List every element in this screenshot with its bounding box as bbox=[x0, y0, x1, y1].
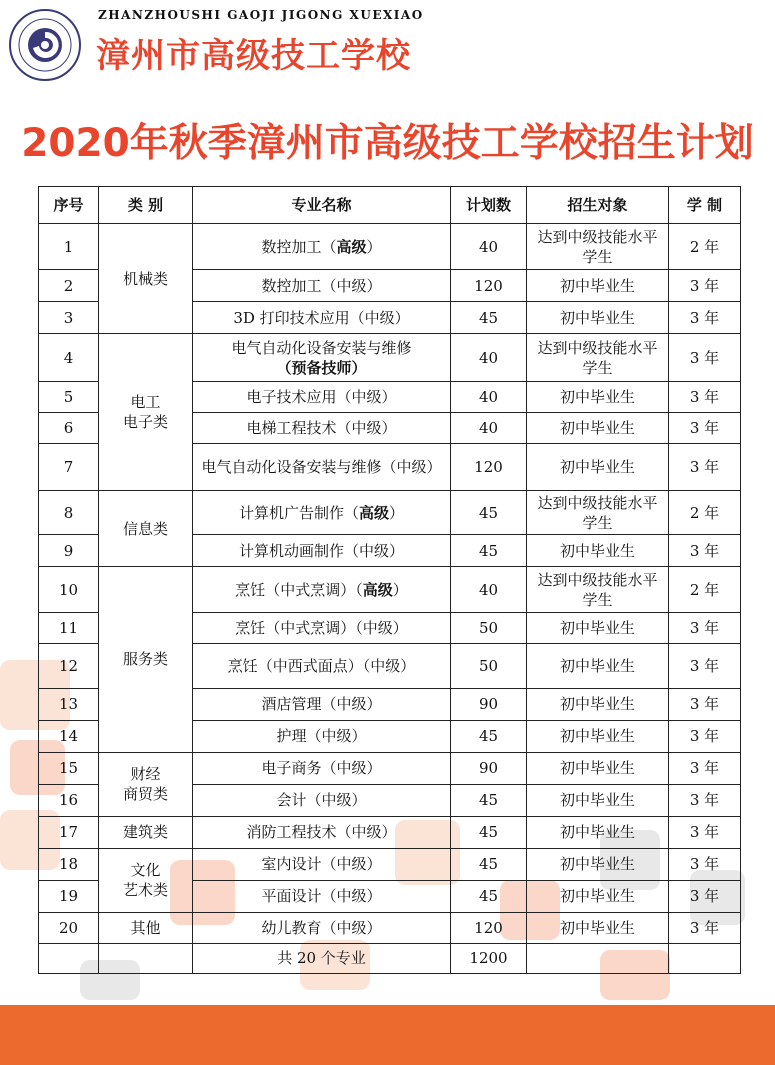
col-header-plan: 计划数 bbox=[451, 187, 527, 224]
cell-plan: 45 bbox=[451, 491, 527, 535]
cell-duration: 3 年 bbox=[669, 334, 741, 382]
enrollment-plan-table bbox=[38, 186, 741, 974]
cell-plan: 120 bbox=[451, 270, 527, 302]
table-row bbox=[39, 912, 741, 943]
cell-category: 文化 艺术类 bbox=[99, 848, 193, 912]
cell-no: 7 bbox=[39, 444, 99, 491]
cell-major: 酒店管理（中级） bbox=[193, 688, 451, 720]
cell-major: 计算机动画制作（中级） bbox=[193, 535, 451, 567]
cell-plan: 45 bbox=[451, 848, 527, 880]
cell-category: 服务类 bbox=[99, 567, 193, 752]
cell-target: 初中毕业生 bbox=[527, 688, 669, 720]
cell-major: 计算机广告制作（高级） bbox=[193, 491, 451, 535]
cell-plan: 45 bbox=[451, 720, 527, 752]
cell-no: 8 bbox=[39, 491, 99, 535]
cell-category: 财经 商贸类 bbox=[99, 752, 193, 816]
cell-major: 电气自动化设备安装与维修（中级） bbox=[193, 444, 451, 491]
cell-target: 初中毕业生 bbox=[527, 302, 669, 334]
table-row bbox=[39, 816, 741, 848]
cell-major: 3D 打印技术应用（中级） bbox=[193, 302, 451, 334]
table-header-row bbox=[39, 187, 741, 224]
cell-plan: 45 bbox=[451, 816, 527, 848]
cell-plan: 40 bbox=[451, 224, 527, 270]
school-name: 漳州市高级技工学校 bbox=[96, 36, 411, 76]
cell-no: 9 bbox=[39, 535, 99, 567]
col-header-no: 序号 bbox=[39, 187, 99, 224]
table-row bbox=[39, 491, 741, 535]
cell-major: 烹饪（中西式面点）（中级） bbox=[193, 644, 451, 688]
cell-duration: 3 年 bbox=[669, 880, 741, 912]
cell-target: 初中毕业生 bbox=[527, 270, 669, 302]
cell-target: 初中毕业生 bbox=[527, 720, 669, 752]
cell-no: 6 bbox=[39, 413, 99, 444]
cell-plan: 45 bbox=[451, 880, 527, 912]
table-row bbox=[39, 224, 741, 270]
cell-major: 室内设计（中级） bbox=[193, 848, 451, 880]
total-label: 共 20 个专业 bbox=[193, 943, 451, 973]
cell-empty bbox=[99, 943, 193, 973]
cell-major: 会计（中级） bbox=[193, 784, 451, 816]
cell-plan: 90 bbox=[451, 752, 527, 784]
school-name-pinyin: ZHANZHOUSHI GAOJI JIGONG XUEXIAO bbox=[98, 8, 424, 22]
cell-duration: 3 年 bbox=[669, 784, 741, 816]
cell-duration: 3 年 bbox=[669, 382, 741, 413]
school-logo bbox=[8, 8, 82, 82]
cell-duration: 2 年 bbox=[669, 491, 741, 535]
cell-duration: 3 年 bbox=[669, 752, 741, 784]
cell-target: 初中毕业生 bbox=[527, 752, 669, 784]
cell-major: 电气自动化设备安装与维修 （预备技师） bbox=[193, 334, 451, 382]
cell-duration: 3 年 bbox=[669, 413, 741, 444]
cell-plan: 120 bbox=[451, 912, 527, 943]
cell-duration: 3 年 bbox=[669, 444, 741, 491]
cell-no: 19 bbox=[39, 880, 99, 912]
cell-major: 电子技术应用（中级） bbox=[193, 382, 451, 413]
col-header-target: 招生对象 bbox=[527, 187, 669, 224]
cell-major: 烹饪（中式烹调）（中级） bbox=[193, 613, 451, 644]
cell-plan: 90 bbox=[451, 688, 527, 720]
cell-target: 初中毕业生 bbox=[527, 880, 669, 912]
cell-no: 4 bbox=[39, 334, 99, 382]
table-row bbox=[39, 848, 741, 880]
cell-major: 电子商务（中级） bbox=[193, 752, 451, 784]
cell-plan: 40 bbox=[451, 382, 527, 413]
cell-target: 达到中级技能水平学生 bbox=[527, 491, 669, 535]
cell-empty bbox=[669, 943, 741, 973]
cell-no: 15 bbox=[39, 752, 99, 784]
cell-target: 达到中级技能水平学生 bbox=[527, 567, 669, 613]
cell-target: 初中毕业生 bbox=[527, 816, 669, 848]
cell-major: 护理（中级） bbox=[193, 720, 451, 752]
cell-duration: 3 年 bbox=[669, 302, 741, 334]
cell-major: 平面设计（中级） bbox=[193, 880, 451, 912]
cell-major: 数控加工（中级） bbox=[193, 270, 451, 302]
cell-no: 12 bbox=[39, 644, 99, 688]
cell-major: 数控加工（高级） bbox=[193, 224, 451, 270]
cell-no: 5 bbox=[39, 382, 99, 413]
cell-target: 初中毕业生 bbox=[527, 413, 669, 444]
cell-no: 18 bbox=[39, 848, 99, 880]
cell-category: 其他 bbox=[99, 912, 193, 943]
col-header-duration: 学 制 bbox=[669, 187, 741, 224]
cell-category: 电工 电子类 bbox=[99, 334, 193, 491]
cell-target: 达到中级技能水平学生 bbox=[527, 334, 669, 382]
cell-plan: 45 bbox=[451, 784, 527, 816]
cell-plan: 40 bbox=[451, 567, 527, 613]
cell-major: 消防工程技术（中级） bbox=[193, 816, 451, 848]
table-row bbox=[39, 752, 741, 784]
table-row bbox=[39, 567, 741, 613]
total-row bbox=[39, 943, 741, 973]
cell-duration: 3 年 bbox=[669, 613, 741, 644]
cell-plan: 50 bbox=[451, 644, 527, 688]
total-plan: 1200 bbox=[451, 943, 527, 973]
cell-major: 幼儿教育（中级） bbox=[193, 912, 451, 943]
cell-duration: 3 年 bbox=[669, 270, 741, 302]
page-title: 2020年秋季漳州市高级技工学校招生计划 bbox=[21, 121, 754, 166]
cell-plan: 50 bbox=[451, 613, 527, 644]
cell-duration: 2 年 bbox=[669, 224, 741, 270]
cell-major: 烹饪（中式烹调）（高级） bbox=[193, 567, 451, 613]
cell-target: 初中毕业生 bbox=[527, 535, 669, 567]
cell-duration: 3 年 bbox=[669, 535, 741, 567]
table-row bbox=[39, 334, 741, 382]
cell-plan: 120 bbox=[451, 444, 527, 491]
cell-target: 初中毕业生 bbox=[527, 912, 669, 943]
cell-empty bbox=[39, 943, 99, 973]
cell-target: 初中毕业生 bbox=[527, 784, 669, 816]
cell-duration: 3 年 bbox=[669, 848, 741, 880]
cell-duration: 2 年 bbox=[669, 567, 741, 613]
cell-no: 10 bbox=[39, 567, 99, 613]
cell-plan: 40 bbox=[451, 413, 527, 444]
cell-target: 初中毕业生 bbox=[527, 848, 669, 880]
cell-no: 11 bbox=[39, 613, 99, 644]
cell-no: 14 bbox=[39, 720, 99, 752]
cell-plan: 45 bbox=[451, 535, 527, 567]
cell-plan: 40 bbox=[451, 334, 527, 382]
col-header-major: 专业名称 bbox=[193, 187, 451, 224]
cell-no: 2 bbox=[39, 270, 99, 302]
cell-duration: 3 年 bbox=[669, 912, 741, 943]
cell-no: 1 bbox=[39, 224, 99, 270]
cell-duration: 3 年 bbox=[669, 644, 741, 688]
cell-no: 13 bbox=[39, 688, 99, 720]
footer-bar bbox=[0, 1005, 775, 1065]
cell-category: 建筑类 bbox=[99, 816, 193, 848]
cell-no: 16 bbox=[39, 784, 99, 816]
cell-duration: 3 年 bbox=[669, 816, 741, 848]
cell-no: 17 bbox=[39, 816, 99, 848]
cell-target: 初中毕业生 bbox=[527, 644, 669, 688]
cell-target: 初中毕业生 bbox=[527, 444, 669, 491]
cell-major: 电梯工程技术（中级） bbox=[193, 413, 451, 444]
cell-duration: 3 年 bbox=[669, 720, 741, 752]
cell-category: 信息类 bbox=[99, 491, 193, 567]
cell-no: 20 bbox=[39, 912, 99, 943]
cell-no: 3 bbox=[39, 302, 99, 334]
cell-duration: 3 年 bbox=[669, 688, 741, 720]
cell-plan: 45 bbox=[451, 302, 527, 334]
col-header-category: 类 别 bbox=[99, 187, 193, 224]
cell-target: 初中毕业生 bbox=[527, 382, 669, 413]
cell-category: 机械类 bbox=[99, 224, 193, 334]
cell-target: 达到中级技能水平学生 bbox=[527, 224, 669, 270]
cell-empty bbox=[527, 943, 669, 973]
cell-target: 初中毕业生 bbox=[527, 613, 669, 644]
